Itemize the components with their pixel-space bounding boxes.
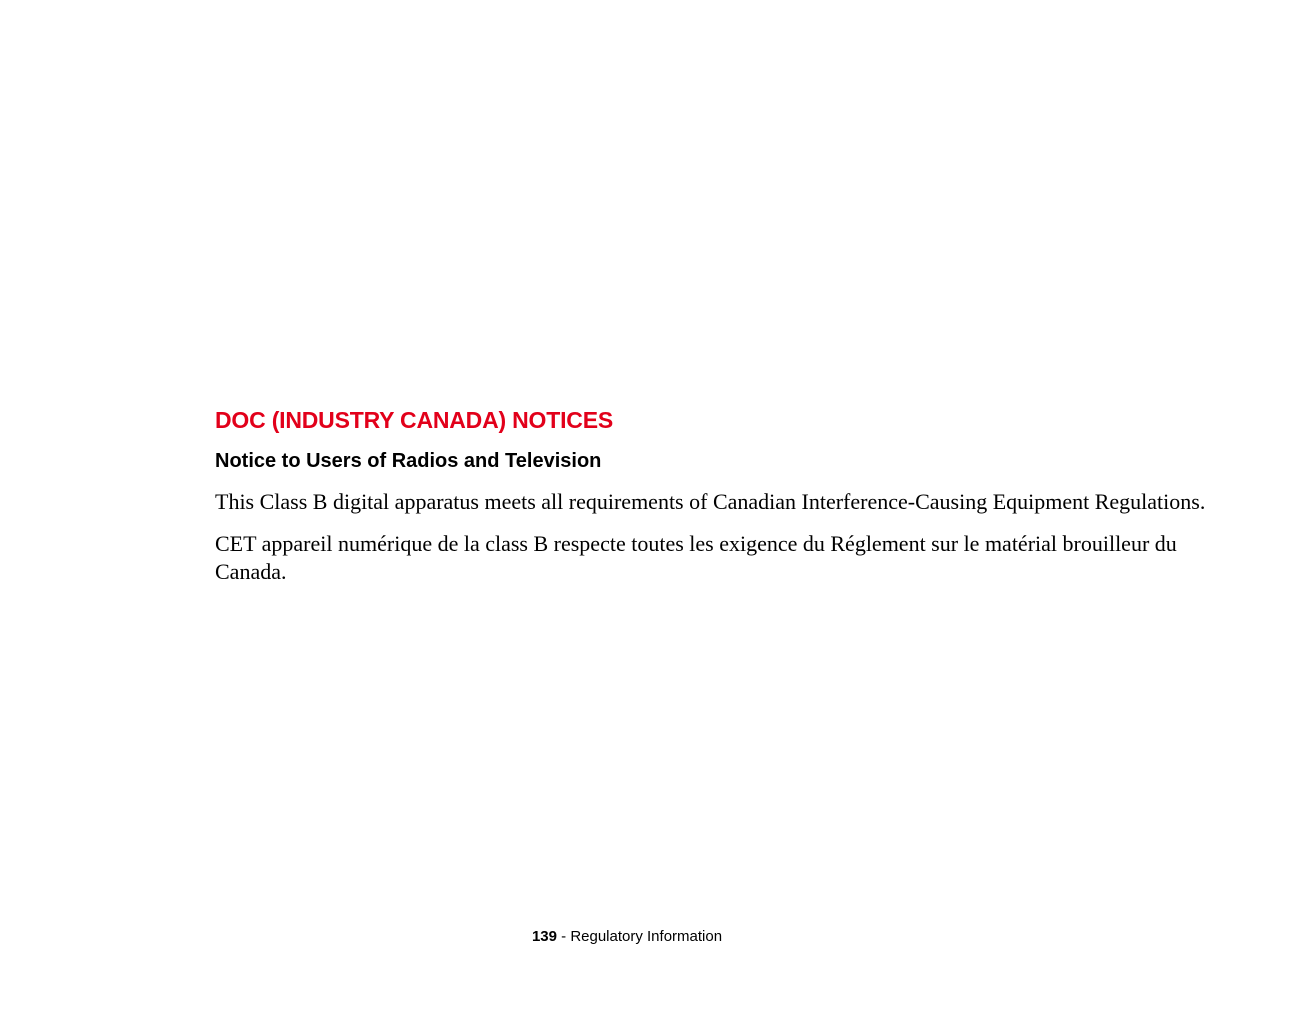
paragraph-french: CET appareil numérique de la class B respecte toutes les exigence du Réglement sur le matérial brouilleur du Canada.: [215, 531, 1177, 584]
paragraph-english: This Class B digital apparatus meets all requirements of Canadian Interference-Causing Equipment Regulations.: [215, 489, 1206, 514]
footer-separator: -: [556, 928, 571, 945]
footer-section-name: Regulatory Information: [570, 928, 723, 945]
page-footer: [0, 928, 1254, 945]
page-content: [215, 404, 1227, 586]
section-heading: DOC (INDUSTRY CANADA) NOTICES: [215, 407, 613, 433]
sub-heading: Notice to Users of Radios and Television: [215, 450, 602, 472]
page-number: 139: [531, 928, 557, 945]
